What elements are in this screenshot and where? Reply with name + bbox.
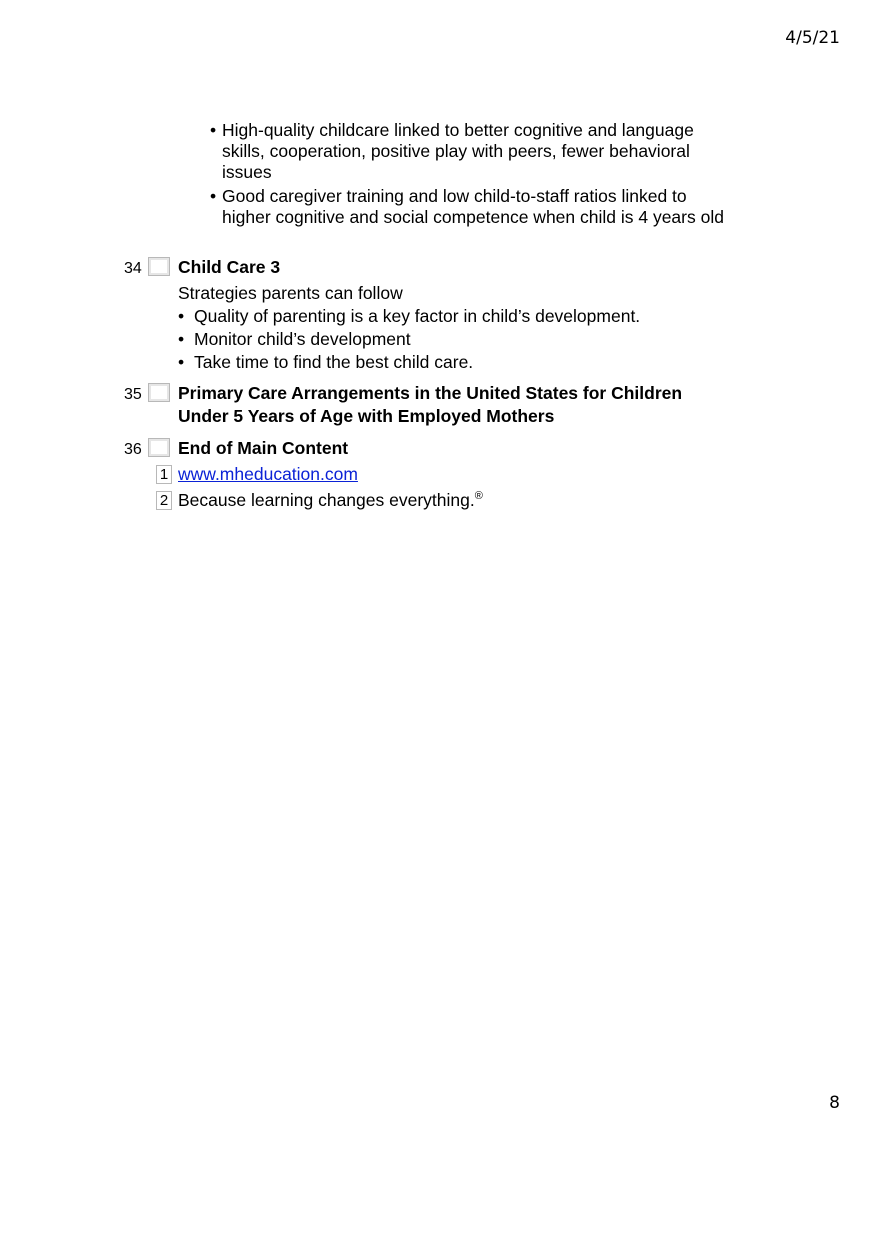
slide-entry-34 — [124, 256, 744, 374]
bullet-item: • Quality of parenting is a key factor in child’s development. — [178, 305, 744, 328]
tagline: Because learning changes everything. — [178, 490, 475, 510]
slide-thumbnail[interactable] — [148, 383, 170, 402]
bullet-item: • Good caregiver training and low child-to-staff ratios linked to higher cognitive and social competence when child is 4 years old — [210, 186, 730, 228]
slide-thumbnail[interactable] — [148, 438, 170, 457]
note-item — [159, 463, 744, 486]
header-date: 4/5/21 — [785, 28, 840, 48]
website-link[interactable]: www.mheducation.com — [178, 464, 358, 484]
slide-entry-35 — [124, 382, 744, 428]
slide-entry-36 — [124, 437, 744, 512]
slide-number: 36 — [124, 441, 142, 458]
continued-notes — [210, 116, 730, 231]
slide-thumbnail[interactable] — [148, 257, 170, 276]
registered-mark: ® — [474, 490, 483, 503]
slide-title: Primary Care Arrangements in the United States for Children Under 5 Years of Age with Employed Mothers — [178, 383, 683, 426]
slide-number: 35 — [124, 386, 142, 403]
note-item — [159, 489, 744, 512]
slide-bullet-list — [178, 305, 744, 374]
slide-number: 34 — [124, 260, 142, 277]
bullet-item: • Take time to find the best child care. — [178, 351, 744, 374]
slide-intro: Strategies parents can follow — [178, 283, 403, 303]
note-index: 1 — [156, 465, 172, 484]
bullet-item: • High-quality childcare linked to better cognitive and language skills, cooperation, positive play with peers, fewer behavioral issues — [210, 120, 730, 183]
slide-title: End of Main Content — [178, 438, 349, 458]
page-number: 8 — [829, 1093, 840, 1113]
bullet-item: • Monitor child’s development — [178, 328, 744, 351]
note-index: 2 — [156, 491, 172, 510]
continued-bullet-list — [210, 120, 730, 228]
slide-title: Child Care 3 — [178, 257, 281, 277]
